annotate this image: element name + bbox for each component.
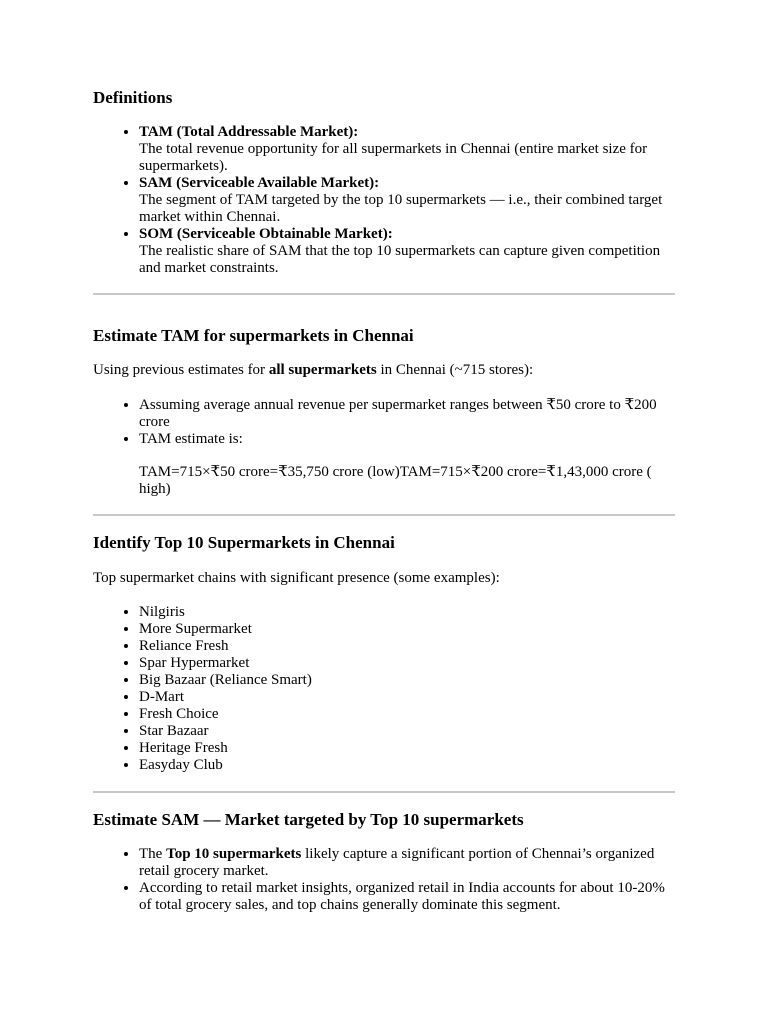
definitions-heading: Definitions: [93, 88, 173, 107]
sam-b1-text-end: likely capture a significant portion of Chennai’s organized retail grocery market.: [139, 846, 655, 879]
definition-desc: The realistic share of SAM that the top 10 supermarkets can capture given competition and market constraints.: [139, 243, 661, 276]
tam-intro-bold: all supermarkets: [268, 362, 377, 378]
definition-item-sam: [139, 175, 675, 226]
sam-b1-text: The: [139, 846, 167, 862]
tam-intro: [93, 362, 675, 379]
definition-desc: The total revenue opportunity for all supermarkets in Chennai (entire market size for supermarkets).: [139, 141, 648, 174]
tam-intro-text: Using previous estimates for: [93, 362, 269, 378]
definition-term: TAM (Total Addressable Market):: [139, 124, 359, 140]
sam-heading: Estimate SAM — Market targeted by Top 10 supermarkets: [93, 810, 524, 829]
top10-list: [93, 604, 675, 774]
supermarket-list-item: • Spar Hypermarket: [139, 655, 675, 672]
supermarket-list-item: • Fresh Choice: [139, 706, 675, 723]
sam-bullet-insights: • According to retail market insights, organized retail in India accounts for about 10-20% of total grocery sales, and top chains generally dominate this segment.: [139, 880, 675, 914]
tam-list: [93, 397, 675, 498]
supermarket-list-item: • Reliance Fresh: [139, 638, 675, 655]
sam-list: [93, 846, 675, 914]
definition-term: SOM (Serviceable Obtainable Market):: [139, 226, 393, 242]
supermarket-list-item: • More Supermarket: [139, 621, 675, 638]
tam-heading: Estimate TAM for supermarkets in Chennai: [93, 326, 414, 345]
tam-bullet-estimate: [139, 431, 675, 498]
tam-estimate-label: TAM estimate is:: [139, 431, 243, 447]
sam-b1-bold: Top 10 supermarkets: [166, 846, 302, 862]
definition-desc: The segment of TAM targeted by the top 10 supermarkets — i.e., their combined target market within Chennai.: [139, 192, 663, 225]
supermarket-list-item: • Nilgiris: [139, 604, 675, 621]
definitions-list: [93, 124, 675, 277]
section-divider: [93, 293, 675, 295]
definition-item-tam: [139, 124, 675, 175]
supermarket-list-item: • D-Mart: [139, 689, 675, 706]
top10-heading: Identify Top 10 Supermarkets in Chennai: [93, 533, 395, 552]
definition-item-som: [139, 226, 675, 277]
supermarket-list-item: • Star Bazaar: [139, 723, 675, 740]
section-divider: [93, 514, 675, 516]
document-content: [93, 88, 675, 914]
tam-intro-text-end: in Chennai (~715 stores):: [376, 362, 534, 378]
sam-bullet-top10: [139, 846, 675, 880]
definition-term: SAM (Serviceable Available Market):: [139, 175, 380, 191]
section-divider: [93, 791, 675, 793]
top10-intro: Top supermarket chains with significant presence (some examples):: [93, 570, 500, 586]
supermarket-list-item: • Heritage Fresh: [139, 740, 675, 757]
supermarket-list-item: • Easyday Club: [139, 757, 675, 774]
tam-bullet-revenue: • Assuming average annual revenue per supermarket ranges between ₹50 crore to ₹200 crore: [139, 397, 675, 431]
supermarket-list-item: • Big Bazaar (Reliance Smart): [139, 672, 675, 689]
tam-formula: TAM=715×₹50 crore=₹35,750 crore (low)TAM=715×₹200 crore=₹1,43,000 crore ( high): [139, 464, 652, 497]
